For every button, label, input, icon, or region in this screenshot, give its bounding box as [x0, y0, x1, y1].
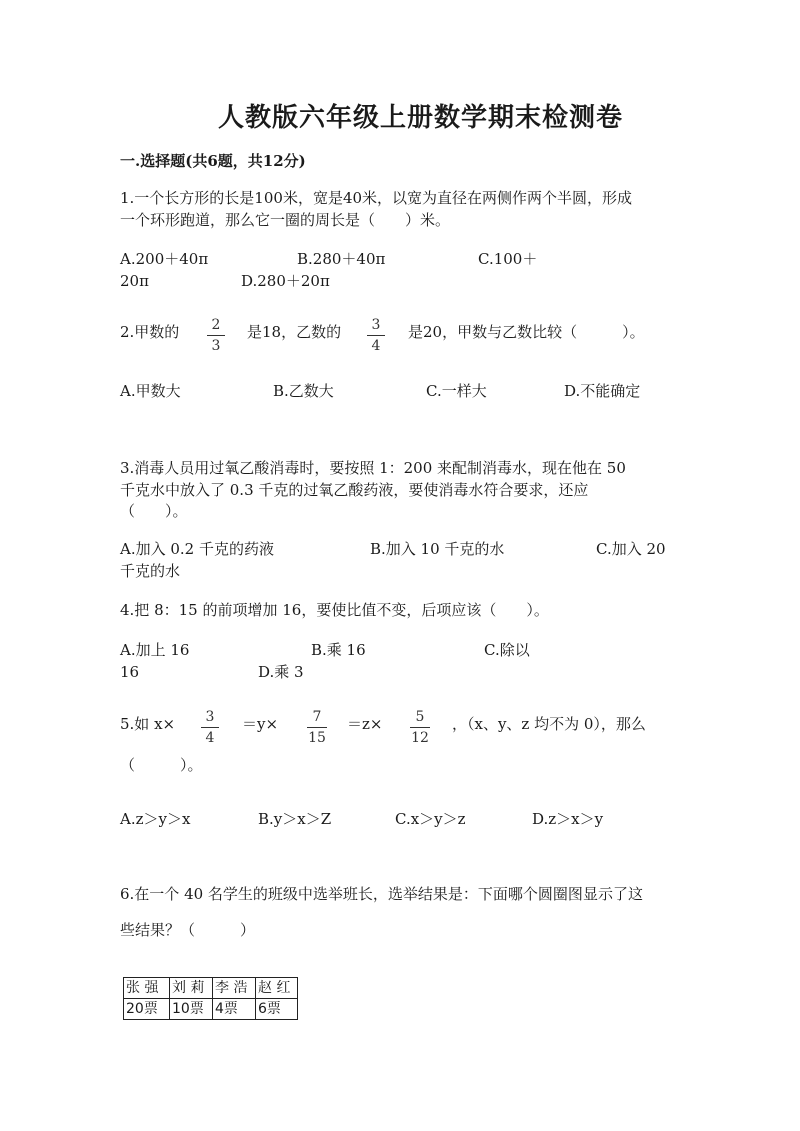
fraction-denominator: 12	[411, 730, 429, 746]
option-d[interactable]: D.z＞x＞y	[532, 810, 604, 828]
table-row	[124, 978, 298, 999]
table-cell: 4票	[213, 999, 256, 1020]
question-text: 4.把 8：15 的前项增加 16，要使比值不变，后项应该（ ）。	[120, 601, 549, 619]
option-c[interactable]: C.一样大	[426, 382, 487, 400]
option-d[interactable]: D.280＋20π	[241, 272, 330, 290]
table-cell: 张 强	[124, 978, 170, 999]
option-b[interactable]: B.乙数大	[273, 382, 334, 400]
question-text: （ ）。	[120, 756, 203, 774]
fraction-denominator: 4	[371, 338, 381, 354]
fraction	[305, 709, 329, 746]
option-c-continued: 20π	[120, 272, 149, 290]
fraction	[199, 709, 221, 746]
section-heading: 一.选择题(共6题，共12分)	[120, 152, 306, 170]
fraction-numerator: 3	[371, 317, 381, 333]
option-d[interactable]: D.乘 3	[258, 663, 304, 681]
question-text: ，（x、y、z 均不为 0），那么	[452, 715, 646, 733]
question-text: （ ）。	[120, 502, 188, 520]
fraction-denominator: 4	[205, 730, 215, 746]
fraction-numerator: 5	[415, 709, 425, 725]
option-c-continued: 16	[120, 663, 140, 681]
question-text: 1.一个长方形的长是100米，宽是40米，以宽为直径在两侧作两个半圆，形成	[120, 189, 633, 207]
option-c[interactable]: C.加入 20	[596, 540, 666, 558]
question-text: 一个环形跑道，那么它一圈的周长是（ ）米。	[120, 211, 451, 229]
question-text: 千克水中放入了 0.3 千克的过氧乙酸药液，要使消毒水符合要求，还应	[120, 481, 589, 499]
option-b[interactable]: B.280＋40π	[297, 250, 386, 268]
fraction-numerator: 7	[312, 709, 322, 725]
table-cell: 6票	[256, 999, 298, 1020]
question-text: 是18，乙数的	[247, 323, 342, 341]
fraction-numerator: 3	[205, 709, 215, 725]
option-d[interactable]: D.不能确定	[564, 382, 641, 400]
table-cell: 20票	[124, 999, 170, 1020]
fraction	[365, 317, 387, 354]
page-title: 人教版六年级上册数学期末检测卷	[218, 103, 624, 133]
option-b[interactable]: B.y＞x＞Z	[258, 810, 332, 828]
table-cell: 赵 红	[256, 978, 298, 999]
table-cell: 李 浩	[213, 978, 256, 999]
question-text: 些结果？（ ）	[120, 921, 256, 939]
question-text: 是20，甲数与乙数比较（ ）。	[408, 323, 645, 341]
question-text: 2.甲数的	[120, 323, 180, 341]
fraction-denominator: 15	[308, 730, 326, 746]
option-b[interactable]: B.加入 10 千克的水	[370, 540, 505, 558]
question-text: 5.如 x×	[120, 715, 176, 733]
option-c[interactable]: C.除以	[484, 641, 530, 659]
vote-results-table	[123, 977, 298, 1020]
question-text: 6.在一个 40 名学生的班级中选举班长，选举结果是：下面哪个圆圈图显示了这	[120, 885, 643, 903]
fraction-numerator: 2	[211, 317, 221, 333]
option-a[interactable]: A.加上 16	[120, 641, 190, 659]
option-a[interactable]: A.甲数大	[120, 382, 181, 400]
option-a[interactable]: A.加入 0.2 千克的药液	[120, 540, 274, 558]
table-row	[124, 999, 298, 1020]
table-cell: 10票	[170, 999, 213, 1020]
fraction-denominator: 3	[211, 338, 221, 354]
option-b[interactable]: B.乘 16	[311, 641, 366, 659]
option-c[interactable]: C.100＋	[478, 250, 538, 268]
question-text: 3.消毒人员用过氧乙酸消毒时，要按照 1：200 来配制消毒水，现在他在 50	[120, 459, 626, 477]
fraction	[205, 317, 227, 354]
table-cell: 刘 莉	[170, 978, 213, 999]
question-text: ＝y×	[242, 715, 279, 733]
fraction	[408, 709, 432, 746]
option-c[interactable]: C.x＞y＞z	[395, 810, 466, 828]
option-a[interactable]: A.z＞y＞x	[120, 810, 191, 828]
question-text: ＝z×	[347, 715, 383, 733]
option-a[interactable]: A.200＋40π	[120, 250, 209, 268]
option-c-continued: 千克的水	[120, 562, 181, 580]
